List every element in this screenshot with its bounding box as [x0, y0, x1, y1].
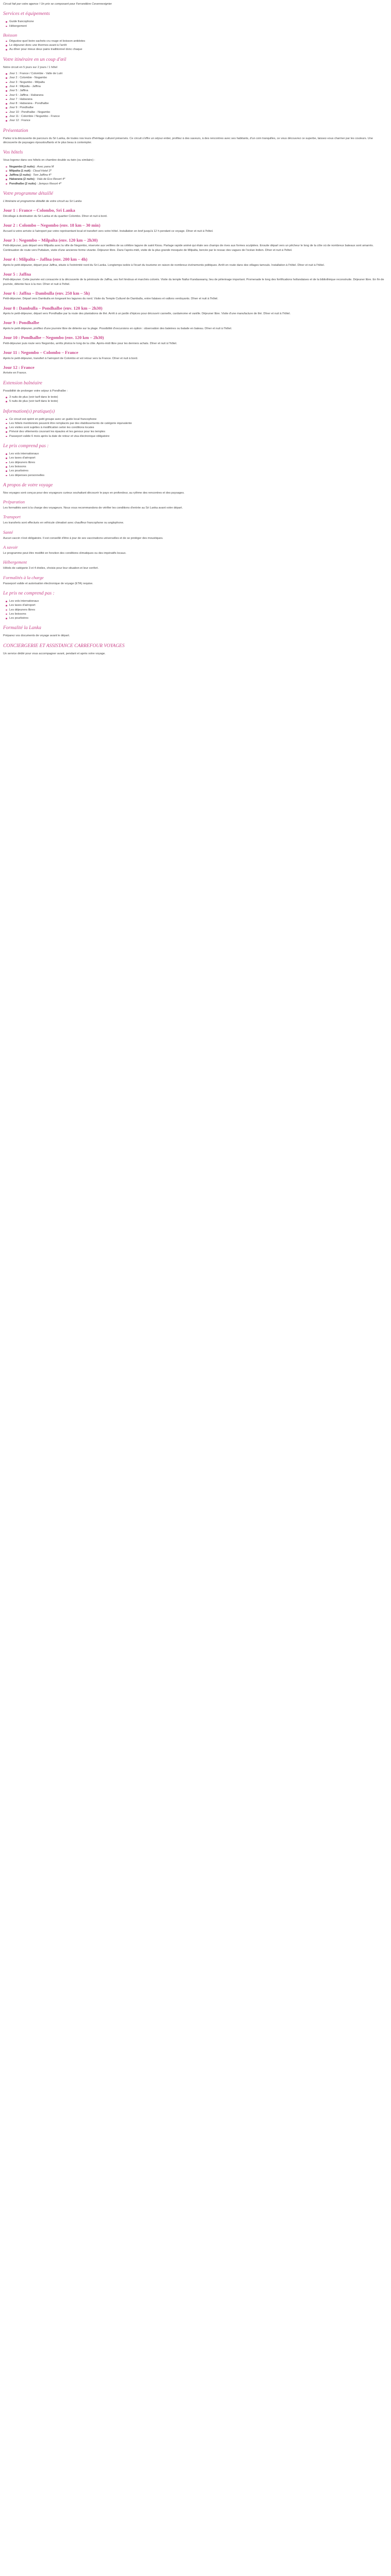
- hotel-separator: :: [30, 169, 33, 173]
- price2-item: Les taxes d'aéroport: [9, 603, 388, 607]
- itinerary-item: Jour 11 : Colombie / Nogambo - France: [9, 114, 388, 118]
- day-text: Petit-déjeuner puis route vers Negombo, arrêts photos le long de la côte. Après-midi libre pour les derniers achats. Dîner et nuit à l'hôtel.: [3, 342, 177, 345]
- boissons-heading: Boisson: [3, 32, 18, 38]
- hotel-name: Habarana (2 nuits): [9, 178, 35, 181]
- itinerary-item: Jour 10 : Pondhalbe - Nogambo: [9, 110, 388, 114]
- formalites-text: Passeport valide et autorisation électronique de voyage (ETA) requise.: [3, 582, 93, 585]
- boissons-list: [3, 39, 388, 52]
- info-item: Les hôtels mentionnés peuvent être remplacés par des établissements de catégorie équivalente: [9, 421, 388, 426]
- day-title: Jour 4 : Milpalta – Jaffna (env. 200 km – 4h): [3, 257, 88, 262]
- vente-text: Préparez vos documents de voyage avant le départ.: [3, 634, 70, 638]
- day-text: Après le petit-déjeuner, transfert à l'aéroport de Colombo et vol retour vers la France. Dîner et nuit à bord.: [3, 357, 138, 360]
- info-heading: Information(s) pratique(s): [3, 409, 55, 414]
- info-list: [3, 417, 388, 438]
- itinerary-item: Jour 4 : Milpalta - Jaffina: [9, 84, 388, 89]
- day-text: Accueil à votre arrivée à l'aéroport par votre représentant local et transfert vers votre hôtel. Installation en bref jusqu'à 12 h pendant ce voyage. Dîner et nuit à l'hôtel.: [3, 229, 214, 233]
- transport-heading: Transport: [3, 514, 21, 520]
- program-intro: L'itinéraire et programme détaillé de votre circuit au Sri Lanka: [3, 200, 82, 204]
- itinerary-item: Jour 2 : Colombie - Nogambo: [9, 76, 388, 80]
- day-title: Jour 2 : Colombo – Negombo (env. 18 km – 30 min): [3, 223, 101, 228]
- day-title: Jour 11 : Negombo – Colombo – France: [3, 350, 78, 355]
- hotels-intro: Vous logerez dans ces hôtels en chambre double ou twin (ou similaire) :: [3, 159, 95, 162]
- info-item: Passeport valide 6 mois après la date de retour et visa électronique obligatoire: [9, 434, 388, 438]
- hotel-separator: :: [36, 182, 39, 185]
- asavoir-text: Le programme peut être modifié en fonction des conditions climatiques ou des impératifs locaux.: [3, 552, 126, 555]
- itinerary-item: Jour 1 : France / Colombie - Valle de Lutri: [9, 72, 388, 76]
- day-title: Jour 6 : Jaffna – Dambulla (env. 250 km – 5h): [3, 290, 90, 296]
- hotel-name: Pondhalbe (2 nuits): [9, 182, 36, 185]
- itinerary-heading: Votre itinéraire en un coup d'œil: [3, 57, 67, 62]
- extension-heading: Extension balnéaire: [3, 380, 42, 386]
- day-title: Jour 8 : Dambulla – Pondhalbe (env. 120 km – 2h30): [3, 305, 103, 311]
- itinerary-item: Jour 5 : Jaffina: [9, 89, 388, 93]
- price-item: Les dépenses personnelles: [9, 473, 388, 478]
- price2-item: Les pourboires: [9, 616, 388, 620]
- itinerary-intro: Notre circuit en 5 jours sur 2 jours / 1 hôtel: [3, 65, 58, 69]
- hotel-value: Avec pana M: [37, 165, 54, 168]
- info-item: Les visites sont sujettes à modification selon les conditions locales: [9, 426, 388, 430]
- day-text: Petit-déjeuner. Départ vers Dambulla en longeant les lagunes du nord. Visite du Temple Culturel de Dambulla, entre falaises et vallons verdoyants. Dîner et nuit à l'hôtel.: [3, 297, 218, 301]
- itinerary-item: Jour 7 : Habarana: [9, 97, 388, 101]
- sante-heading: Santé: [3, 529, 13, 535]
- hotel-name: Milpalta (1 nuit): [9, 169, 31, 173]
- hotel-name: Jaffina (2 nuits): [9, 174, 31, 177]
- price-list: [3, 452, 388, 478]
- day-text: Après le petit-déjeuner, départ pour Jaffna, située à l'extrémité nord du Sri Lanka. Longtemps isolée à l'écart du tourisme en raison de nombreux événements politiques. Arrêt en route dans des villages tamouls. Installation à l'hôtel. Dîner et nuit à l'hôtel.: [3, 263, 325, 267]
- page: [0, 0, 391, 662]
- hotel-name: Nogambo (2 nuits): [9, 165, 35, 168]
- boisson-item: Au dîner pour mieux deux pains traditionnel donc chaque: [9, 47, 388, 52]
- hotels-heading: Vos hôtels: [3, 150, 23, 156]
- price-heading: Le prix comprend pas :: [3, 444, 49, 449]
- day-title: Jour 3 : Negombo – Milpalta (env. 120 km – 2h30): [3, 237, 98, 243]
- itinerary-item: Jour 6 : Jaffina - Habarana: [9, 93, 388, 97]
- extension-item: 3 nuits de plus (voir tarif dans le texte): [9, 395, 388, 399]
- day-title: Jour 12 : France: [3, 364, 35, 370]
- service-item: Hébergement: [9, 24, 388, 28]
- formalites-heading: Formalités à la charge: [3, 574, 44, 580]
- price2-item: Les vols internationaux: [9, 599, 388, 603]
- boisson-item: Le déjeuner donc une thermos avant à l'arrêt: [9, 43, 388, 47]
- footer-heading: CONCIERGERIE ET ASSISTANCE CARREFOUR VOYAGES: [3, 643, 125, 649]
- service-item: Guide francophone: [9, 20, 388, 24]
- boisson-item: Dégustez quel boire sachets cru rouge et boisson antidotes: [9, 39, 388, 43]
- price-item: Les boissons: [9, 465, 388, 469]
- price2-list: [3, 599, 388, 620]
- program-days: [3, 208, 388, 375]
- day-title: Jour 5 : Jaffna: [3, 271, 31, 277]
- price-item: Les pourboires: [9, 469, 388, 473]
- price-item: Les taxes d'aéroport: [9, 456, 388, 460]
- price2-heading: Le prix ne comprend pas :: [3, 590, 55, 596]
- info-item: Prévoir des vêtements couvrant les épaules et les genoux pour les temples: [9, 430, 388, 434]
- extension-intro: Possibilité de prolonger votre séjour à Pondhalbe :: [3, 389, 68, 393]
- transport-text: Les transferts sont effectués en véhicule climatisé avec chauffeur francophone ou anglophone.: [3, 521, 124, 525]
- itinerary-item: Jour 3 : Nogambo - Milpalta: [9, 80, 388, 84]
- hotel-separator: :: [35, 165, 37, 168]
- footer-text: Un service dédié pour vous accompagner avant, pendant et après votre voyage.: [3, 652, 106, 655]
- price2-item: Les déjeuners libres: [9, 608, 388, 612]
- day-text: Après le petit-déjeuner, profitez d'une journée libre de détente sur la plage. Possibilité d'excursions en option : observation des baleines ou balade en bateau. Dîner et nuit à l'hôtel.: [3, 327, 232, 330]
- day-title: Jour 9 : Pondhalbe: [3, 320, 39, 326]
- hotel-item: [9, 165, 388, 169]
- itinerary-item: Jour 12 : France: [9, 118, 388, 123]
- hotel-item: [9, 169, 388, 173]
- day-text: Petit-déjeuner. Cette journée est consacrée à la découverte de la péninsule de Jaffna, ses fort hindous et marchés colorés. Visite du temple Nallur Kandaswamy, lieu de pèlerinage important. Promenade le long des fortifications hollandaises et de la bibliothèque reconstruite. Déjeuner libre. En fin de journée, détente face à la mer. Dîner et nuit à l'hôtel.: [3, 278, 384, 286]
- hotel-separator: :: [34, 178, 37, 181]
- day-text: Décollage à destination du Sri Lanka et du quartier Colombo. Dîner et nuit à bord.: [3, 214, 108, 218]
- day-title: Jour 1 : France – Colombo, Sri Lanka: [3, 208, 75, 213]
- apropos-heading: A propos de votre voyage: [3, 482, 53, 488]
- day-text: Petit-déjeuner, puis départ vers Milpalta avec la ville de Negombo, réservée aux veillées de sa célèbre lagune de saint Kiosu. Partage rapide animé qui étale ses champs de rives aux formes sculptées. Ensuite départ vers un pêcheur le long de la côte où de nombreux bateaux sont amarrés. Continuation de route vers Puttalam, visite d'une ancienne ferme vivante. Déjeuner libre. Dans l'après-midi, visite de la plus grande mosquée de Milpalta, bercée par le ressac des vagues de l'océan Indien. Dîner et nuit à l'hôtel.: [3, 244, 374, 252]
- hebergement-heading: Hébergement: [3, 560, 27, 565]
- prepa-heading: Préparation: [3, 499, 25, 505]
- hotel-value: Vala de Eco Resort 4*: [37, 178, 66, 181]
- itinerary-item: Jour 9 : Pondhalbe: [9, 106, 388, 110]
- itinerary-list: [3, 72, 388, 123]
- hotel-separator: :: [30, 174, 34, 177]
- presentation-text: Partez à la découverte de parcours du Sri Lanka, de toutes nos leurs d'héritage culturel préservés. Ce circuit s'offre un séjour entier, profitez à des saveurs, à des rencontres avec ses habitants, d'un coin tranquilles, ce vous découvrez ce superbe, laissez-vous charmer par les couleurs. Une découverte de paysages époustouflants et le plus beau à contempler.: [3, 137, 373, 144]
- hotel-value: Jempus Resort 4*: [38, 182, 62, 185]
- day-title: Jour 10 : Pondhalbe – Negombo (env. 120 km – 2h30): [3, 335, 104, 341]
- hotel-item: [9, 173, 388, 177]
- day-text: Arrivée en France.: [3, 371, 27, 375]
- hotels-list: [3, 165, 388, 186]
- vente-heading: Formalité la Lanka: [3, 625, 41, 631]
- price2-item: Les boissons: [9, 612, 388, 616]
- sante-text: Aucun vaccin n'est obligatoire. Il est conseillé d'être à jour de ses vaccinations universelles et de se protéger des moustiques.: [3, 536, 164, 540]
- hotel-value: Tom Jaffina 4*: [33, 174, 52, 177]
- services-heading: Services et équipements: [3, 11, 50, 17]
- info-item: Ce circuit est opéré en petit groupe avec un guide local francophone: [9, 417, 388, 421]
- prepa-text: Les formalités sont à la charge des voyageurs. Nous vous recommandons de vérifier les conditions d'entrée au Sri Lanka avant votre départ.: [3, 506, 183, 510]
- intro-text: Circuit fait par votre agence ! Un prix se composant pour Ferrandière Cevennevignier: [3, 3, 112, 6]
- presentation-heading: Présentation: [3, 128, 28, 133]
- hotel-item: [9, 182, 388, 186]
- extension-item: 5 nuits de plus (voir tarif dans le texte): [9, 399, 388, 403]
- asavoir-heading: A savoir: [3, 545, 18, 550]
- price-item: Les vols internationaux: [9, 452, 388, 456]
- price-item: Les déjeuners libres: [9, 461, 388, 465]
- apropos-text: Nos voyages sont conçus pour des voyageurs curieux souhaitant découvrir le pays en profondeur, au rythme des rencontres et des paysages.: [3, 491, 185, 495]
- hotel-item: [9, 177, 388, 181]
- itinerary-item: Jour 8 : Habarana - Pondhalbe: [9, 101, 388, 106]
- hebergement-text: Hôtels de catégorie 3 et 4 étoiles, choisis pour leur situation et leur confort.: [3, 567, 99, 570]
- day-text: Après le petit-déjeuner, départ vers Pondhalbe par la route des plantations de thé. Arrêt à un jardin d'épices pour découvrir cannelle, cardamome et vanille. Déjeuner libre. Visite d'une manufacture de thé. Dîner et nuit à l'hôtel.: [3, 312, 291, 316]
- hotel-value: Cloud Hotel 3*: [32, 169, 52, 173]
- services-list: [3, 20, 388, 28]
- program-heading: Votre programme détaillé: [3, 191, 53, 197]
- extension-list: [3, 395, 388, 404]
